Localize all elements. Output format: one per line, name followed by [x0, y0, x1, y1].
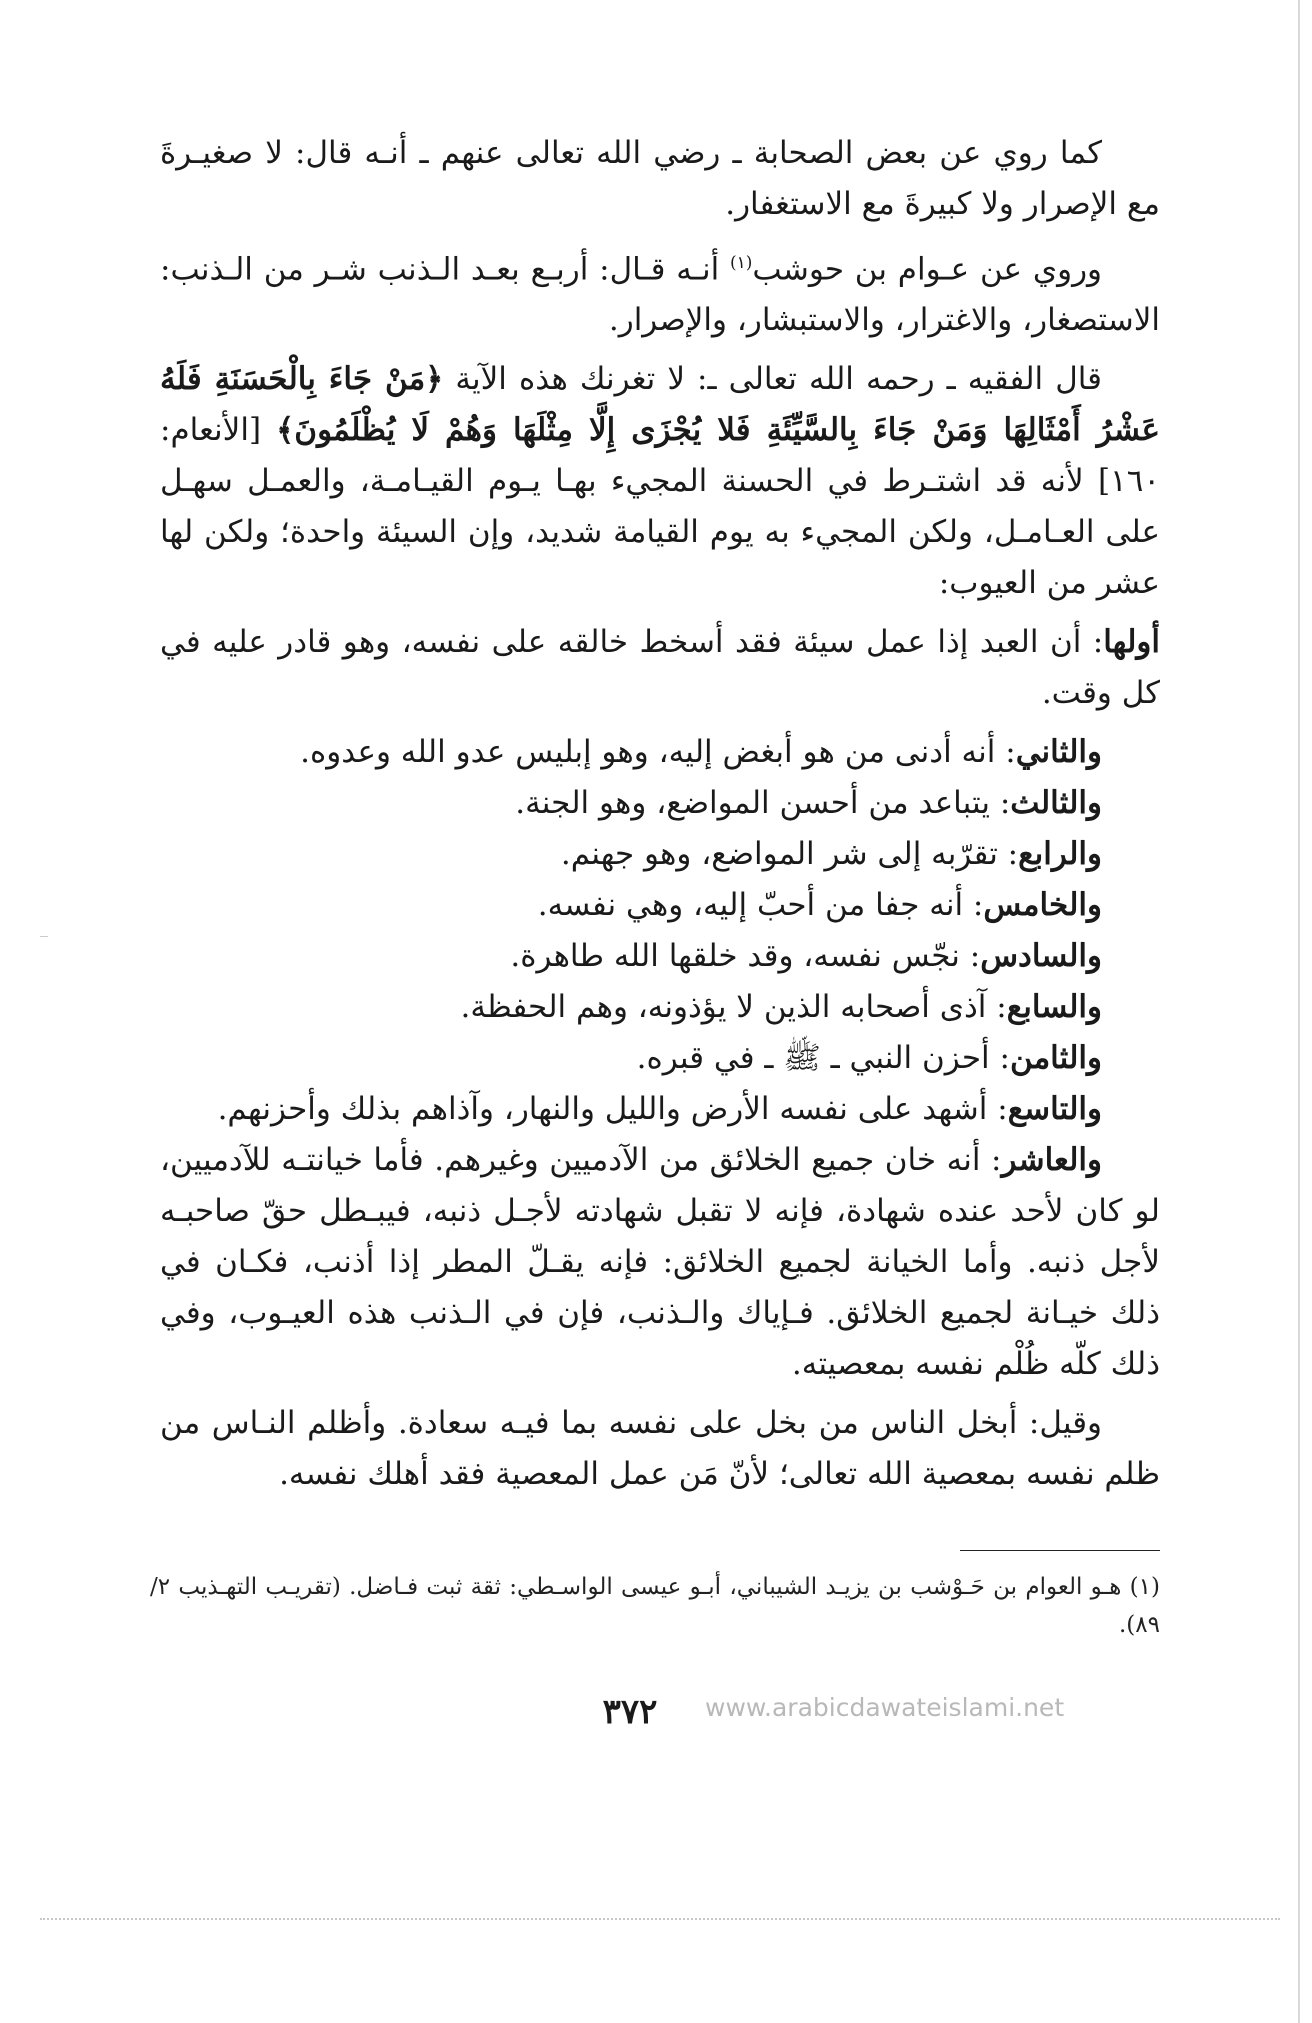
fault-text: : أن العبد إذا عمل سيئة فقد أسخط خالقه على نفسه، وهو قادر عليه في كل وقت.	[160, 624, 1160, 712]
paragraph-2-text-cont: أنـه قـال: أربـع بعـد الـذنب شـر من الـذنب: الاستصغار، والاغترار، والاستبشار، والإصرار.	[160, 251, 1160, 339]
footnote-reference: (١)	[729, 253, 753, 273]
footnote: (١) هـو العوام بن حَـوْشب بن يزيـد الشيباني، أبـو عيسى الواسـطي: ثقة ثبت فـاضل. (تقريـب التهـذيب ٢/ ٨٩).	[150, 1574, 1160, 1638]
fault-text: : نجّس نفسه، وقد خلقها الله طاهرة.	[510, 938, 981, 975]
page-edge	[1298, 0, 1300, 2023]
fault-label: أولها	[1103, 624, 1160, 661]
fault-6	[160, 931, 1102, 982]
fault-label: والسادس	[980, 938, 1102, 975]
paragraph-2-text: وروي عن عـوام بن حوشب	[752, 251, 1103, 288]
fault-label: والثاني	[1015, 734, 1102, 771]
fault-4	[160, 829, 1102, 880]
fault-3	[160, 778, 1102, 829]
fault-text: : أحزن النبي ـ ﷺ ـ في قبره.	[636, 1040, 1010, 1077]
fault-label: والثامن	[1009, 1040, 1102, 1077]
page-number: ٣٧٢	[602, 1692, 658, 1732]
fault-label: والرابع	[1018, 836, 1102, 873]
fault-1	[160, 617, 1160, 719]
fault-text: : أشهد على نفسه الأرض والليل والنهار، وآذاهم بذلك وأحزنهم.	[217, 1091, 1008, 1128]
footnote-divider	[960, 1550, 1160, 1551]
fault-8	[160, 1033, 1102, 1084]
fault-text: : تقرّبه إلى شر المواضع، وهو جهنم.	[560, 836, 1019, 873]
paragraph-3-intro: قال الفقيه ـ رحمه الله تعالى ـ: لا تغرنك هذه الآية	[443, 361, 1102, 398]
closing-text: وقيل: أبخل الناس من بخل على نفسه بما فيـه سعادة. وأظلم النـاس من ظلم نفسه بمعصية الله تعالى؛ لأنّ مَن عمل المعصية فقد أهلك نفسه.	[160, 1405, 1160, 1493]
fault-text: : أنه خان جميع الخلائق من الآدميين وغيرهم. فأما خيانتـه للآدميين، لو كان لأحد عنده شهادة، فإنه لا تقبل شهادته لأجـل ذنبه، فيبـطل حقّ صاحبـه لأجل ذنبه. وأما الخيانة لجميع الخلائق: فإنه يقـلّ المطر إذا أذنب، فكـان في ذلك خيـانة لجميع الخلائق. فـإياك والـذنب، فإن في الـذنب هذه العيـوب، وفي ذلك كلّه ظُلْم نفسه بمعصيته.	[160, 1142, 1160, 1383]
quran-verse: ﴿مَنْ جَاءَ بِالْحَسَنَةِ فَلَهُ عَشْرُ أَمْثَالِهَا وَمَنْ جَاءَ بِالسَّيِّئَةِ فَلا يُجْزَى إِلَّا مِثْلَهَا وَهُمْ لَا يُظْلَمُونَ﴾	[160, 361, 1160, 449]
closing-paragraph	[160, 1398, 1160, 1500]
paragraph-2	[160, 238, 1160, 346]
fault-label: والتاسع	[1007, 1091, 1102, 1128]
paragraph-1	[160, 128, 1160, 230]
fault-10	[160, 1135, 1160, 1390]
fault-label: والعاشر	[1001, 1142, 1102, 1179]
website-watermark: www.arabicdawateislami.net	[705, 1693, 1065, 1722]
fault-5	[160, 880, 1102, 931]
fault-text: : أنه جفا من أحبّ إليه، وهي نفسه.	[537, 887, 984, 924]
fault-label: والخامس	[983, 887, 1102, 924]
fault-label: والثالث	[1010, 785, 1102, 822]
fault-label: والسابع	[1006, 989, 1102, 1026]
fault-text: : آذى أصحابه الذين لا يؤذونه، وهم الحفظة.	[460, 989, 1007, 1026]
main-text	[160, 128, 1160, 1508]
paragraph-1-text: كما روي عن بعض الصحابة ـ رضي الله تعالى عنهم ـ أنـه قال: لا صغيـرةَ مع الإصرار ولا كبيرةَ مع الاستغفار.	[160, 135, 1160, 222]
fault-7	[160, 982, 1102, 1033]
scan-dotted-line	[40, 1918, 1280, 1922]
fault-9	[160, 1084, 1102, 1135]
fault-text: : أنه أدنى من هو أبغض إليه، وهو إبليس عدو الله وعدوه.	[300, 734, 1016, 771]
fault-2	[160, 727, 1102, 778]
scan-mark	[40, 936, 48, 937]
paragraph-3	[160, 354, 1160, 609]
fault-text: : يتباعد من أحسن المواضع، وهو الجنة.	[515, 785, 1011, 822]
faults-list	[160, 727, 1160, 1135]
paragraph-3-rest: [الأنعام: ١٦٠] لأنه قد اشتـرط في الحسنة المجيء بهـا يـوم القيـامـة، والعمـل سهـل على العـامـل، ولكن المجيء به يوم القيامة شديد، وإن السيئة واحدة؛ ولكن لها عشر من العيوب:	[160, 412, 1160, 602]
